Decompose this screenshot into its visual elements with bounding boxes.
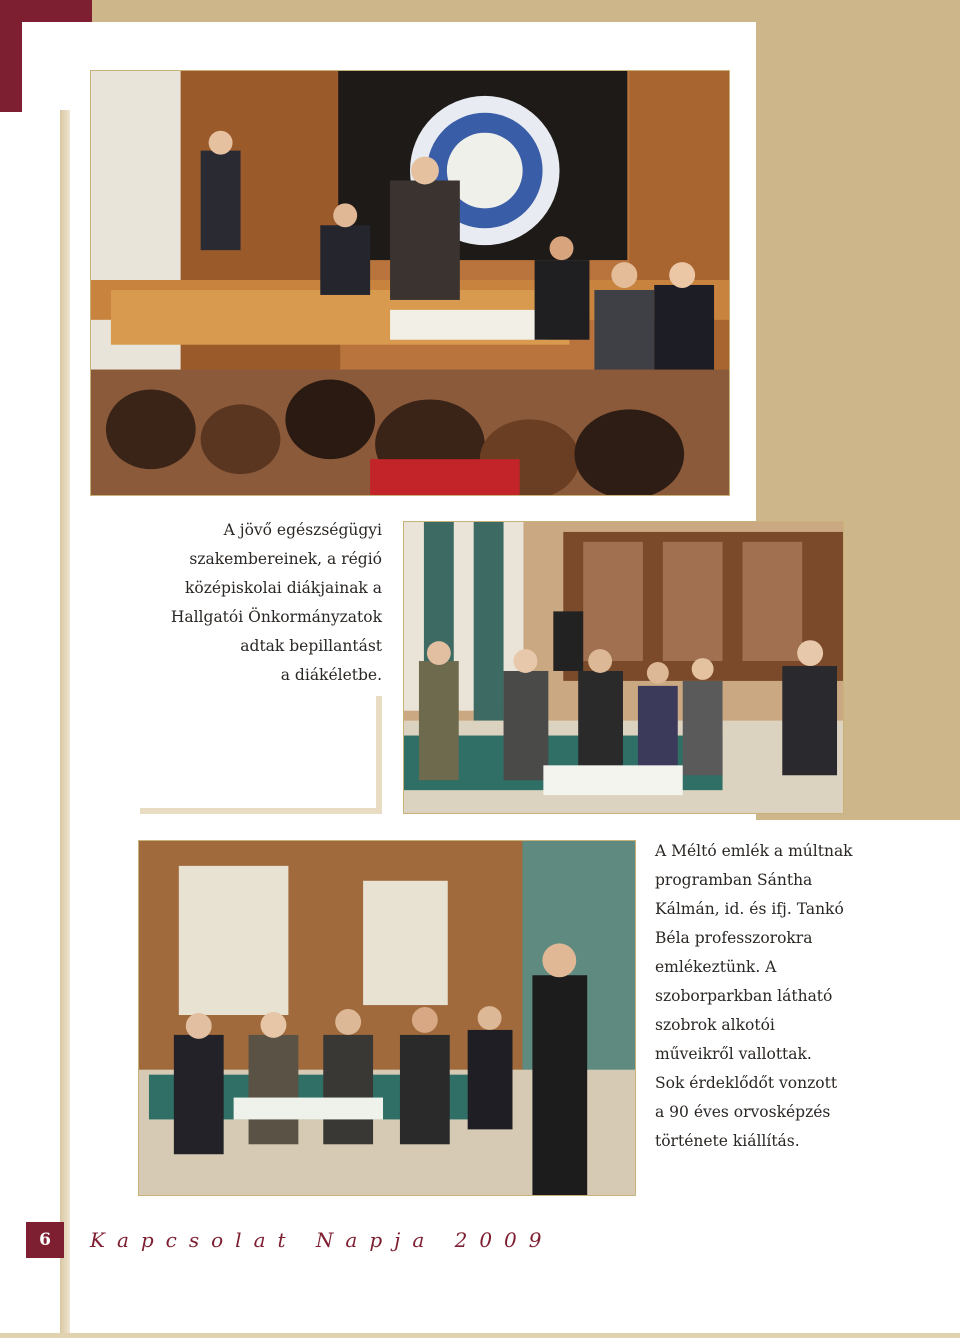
photo-lecture-hall-illustration xyxy=(91,71,729,495)
photo-audience-illustration xyxy=(404,522,843,813)
decorative-frame-line xyxy=(140,696,382,814)
caption-line: a 90 éves orvosképzés xyxy=(655,1103,831,1121)
caption-student-life xyxy=(150,516,382,690)
caption-memorial-program xyxy=(655,837,951,1156)
caption-line: a diákéletbe. xyxy=(280,666,382,684)
maroon-corner-bar xyxy=(0,22,22,112)
caption-line: emlékeztünk. A xyxy=(655,958,777,976)
caption-line: Sok érdeklődőt vonzott xyxy=(655,1074,838,1092)
bottom-rule xyxy=(0,1333,960,1338)
caption-line: adtak bepillantást xyxy=(240,637,382,655)
caption-line: Béla professzorokra xyxy=(655,929,813,947)
caption-line: története kiállítás. xyxy=(655,1132,800,1150)
caption-line: Kálmán, id. és ifj. Tankó xyxy=(655,900,844,918)
caption-line: A Méltó emlék a múltnak xyxy=(655,842,853,860)
caption-line: középiskolai diákjainak a xyxy=(184,579,382,597)
caption-line: Hallgatói Önkormányzatok xyxy=(170,608,382,626)
caption-line: szoborparkban látható xyxy=(655,987,833,1005)
photo-speaker xyxy=(138,840,636,1196)
photo-audience xyxy=(403,521,844,814)
gold-top-band xyxy=(92,0,960,22)
caption-line: A jövő egészségügyi xyxy=(223,521,382,539)
caption-line: szakembereinek, a régió xyxy=(189,550,382,568)
footer-title: Kapcsolat Napja 2009 xyxy=(90,1228,554,1252)
gold-left-band xyxy=(60,110,70,1338)
caption-line: műveikről vallottak. xyxy=(655,1045,812,1063)
photo-speaker-illustration xyxy=(139,841,635,1195)
page-number: 6 xyxy=(26,1222,64,1258)
caption-line: szobrok alkotói xyxy=(655,1016,775,1034)
photo-lecture-hall xyxy=(90,70,730,496)
caption-line: programban Sántha xyxy=(655,871,813,889)
maroon-corner-block xyxy=(0,0,92,22)
